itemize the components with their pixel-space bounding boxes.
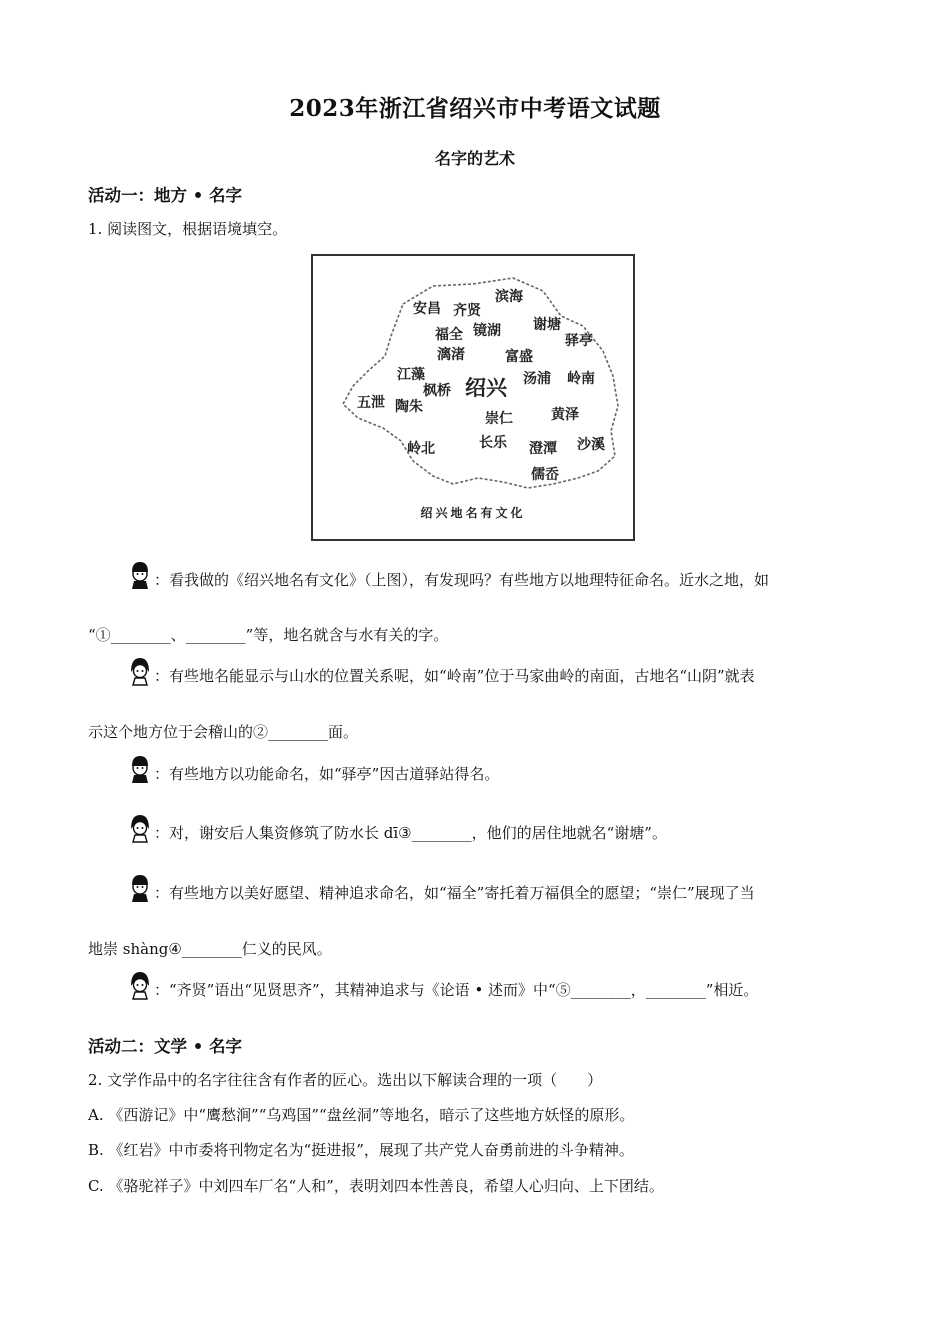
map-place-chongren: 崇仁	[485, 411, 513, 427]
map-place-jinghu: 镜湖	[473, 323, 501, 339]
question2-text: 2. 文学作品中的名字往往含有作者的匠心。选出以下解读合理的一项（ ）	[88, 1071, 603, 1089]
dialogue-text-6: ：“齐贤”语出“见贤思齐”，其精神追求与《论语 • 述而》中“⑤________，________”相近。	[154, 981, 759, 999]
map-place-yiting: 驿亭	[565, 333, 593, 349]
map-place-chengtan: 澄潭	[529, 441, 557, 457]
girl-avatar-icon	[128, 813, 152, 843]
map-caption: 绍兴地名有文化	[420, 506, 526, 520]
map-place-anchang: 安昌	[413, 301, 441, 317]
boy-avatar-icon	[128, 560, 152, 590]
dialogue-line-3	[128, 754, 499, 784]
shaoxing-map-figure	[311, 254, 635, 541]
dialogue-line-4	[128, 813, 667, 843]
activity1-heading: 活动一：地方 • 名字	[88, 186, 243, 205]
map-place-fusheng: 富盛	[505, 349, 533, 365]
dialogue-text-5-cont: 地崇 shàng④________仁义的民风。	[88, 940, 332, 958]
option-c: C. 《骆驼祥子》中刘四车厂名“人和”，表明刘四本性善良，希望人心归向、上下团结。	[88, 1177, 664, 1195]
dialogue-text-2: ：有些地名能显示与山水的位置关系呢，如“岭南”位于马家曲岭的南面，古地名“山阴”就表	[154, 667, 755, 685]
dialogue-text-1: ：看我做的《绍兴地名有文化》（上图），有发现吗？有些地方以地理特征命名。近水之地，如	[154, 571, 770, 589]
girl-avatar-icon	[128, 656, 152, 686]
map-place-xietang: 谢塘	[533, 317, 561, 333]
dialogue-text-5: ：有些地方以美好愿望、精神追求命名，如“福全”寄托着万福俱全的愿望；“崇仁”展现了当	[154, 884, 755, 902]
map-place-lingnan: 岭南	[567, 371, 595, 387]
map-place-fengqiao: 枫桥	[423, 383, 451, 399]
page-title: 2023年浙江省绍兴市中考语文试题	[289, 95, 661, 122]
dialogue-line-6	[128, 970, 758, 1000]
boy-avatar-icon	[128, 754, 152, 784]
question1-text: 1. 阅读图文，根据语境填空。	[88, 220, 288, 238]
map-place-taozhu: 陶朱	[395, 399, 423, 415]
map-place-tangpu: 汤浦	[523, 371, 551, 387]
dialogue-text-3: ：有些地方以功能命名，如“驿亭”因古道驿站得名。	[154, 765, 500, 783]
map-place-qixian: 齐贤	[453, 303, 481, 319]
option-b: B. 《红岩》中市委将刊物定名为“挺进报”，展现了共产党人奋勇前进的斗争精神。	[88, 1141, 634, 1159]
boy-avatar-icon	[128, 873, 152, 903]
map-place-lizhu: 漓渚	[437, 347, 465, 363]
map-place-ruao: 儒岙	[531, 467, 559, 483]
map-place-huangze: 黄泽	[551, 407, 579, 423]
dialogue-text-4: ：对，谢安后人集资修筑了防水长 dī③________，他们的居住地就名“谢塘”。	[154, 824, 667, 842]
map-place-fuquan: 福全	[435, 327, 463, 343]
map-place-changle: 长乐	[479, 435, 507, 451]
dialogue-line-5	[128, 873, 755, 903]
map-place-shaxi: 沙溪	[577, 437, 605, 453]
dialogue-line-2	[128, 656, 755, 686]
girl-avatar-icon	[128, 970, 152, 1000]
map-place-jiangzao: 江藻	[397, 367, 425, 383]
map-place-wuxie: 五泄	[357, 395, 385, 411]
activity2-heading: 活动二：文学 • 名字	[88, 1037, 243, 1056]
page-subtitle: 名字的艺术	[434, 149, 515, 168]
map-place-binhai: 滨海	[495, 289, 523, 305]
dialogue-text-1-cont: “①________、________”等，地名就含与水有关的字。	[88, 626, 449, 644]
dialogue-text-2-cont: 示这个地方位于会稽山的②________面。	[88, 723, 359, 741]
option-a: A. 《西游记》中“鹰愁涧”“乌鸡国”“盘丝洞”等地名，暗示了这些地方妖怪的原形。	[88, 1106, 635, 1124]
dialogue-line-1	[128, 560, 769, 590]
map-place-shaoxing: 绍兴	[465, 376, 507, 400]
map-place-lingbei: 岭北	[407, 441, 435, 457]
